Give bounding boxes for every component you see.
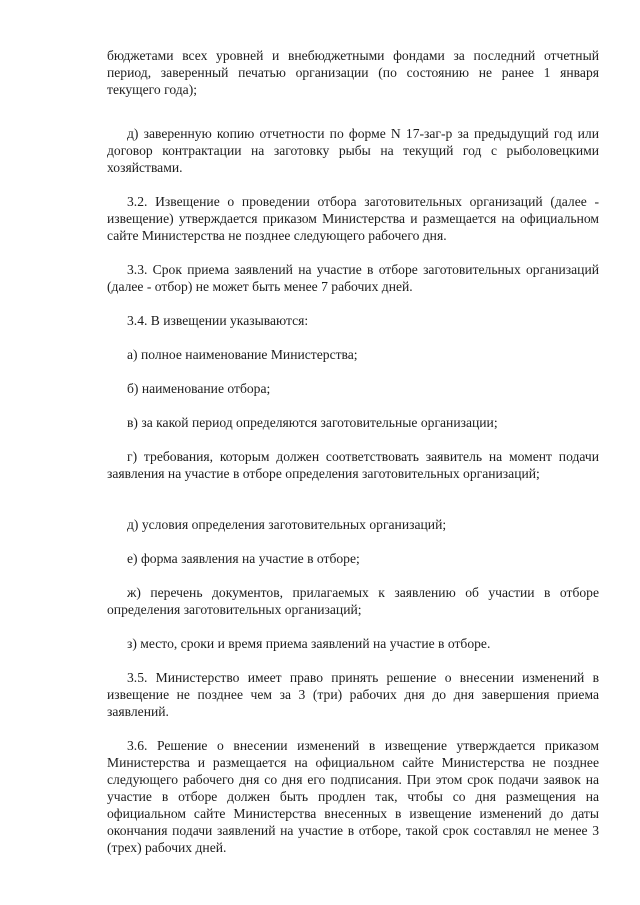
paragraph-item-d-report: д) заверенную копию отчетности по форме N 17-заг-р за предыдущий год или договор контрактации на заготовку рыбы на текущий год с рыболовецкими хозяйствами.: [107, 126, 599, 175]
paragraph-3-4: 3.4. В извещении указываются:: [127, 313, 309, 328]
paragraph-3-6: 3.6. Решение о внесении изменений в извещение утверждается приказом Министерства и размещается на официальном сайте Министерства не позднее следующего рабочего дня со дня его подписания. При этом срок подачи заявок на участие в отборе должен быть продлен так, чтобы со дня размещения на официальном сайте Министерства внесенных в извещение изменений до даты окончания подачи заявлений на участие в отборе, такой срок составлял не менее 3 (трех) рабочих дней.: [107, 738, 599, 855]
list-item-z: з) место, сроки и время приема заявлений на участие в отборе.: [127, 636, 491, 651]
list-item-zh: ж) перечень документов, прилагаемых к заявлению об участии в отборе определения заготовительных организаций;: [107, 585, 599, 617]
paragraph-continuation: бюджетами всех уровней и внебюджетными фондами за последний отчетный период, заверенный печатью организации (по состоянию не ранее 1 января текущего года);: [107, 48, 599, 97]
list-item-e: е) форма заявления на участие в отборе;: [127, 551, 360, 566]
list-item-d: д) условия определения заготовительных организаций;: [127, 517, 447, 532]
paragraph-3-5: 3.5. Министерство имеет право принять решение о внесении изменений в извещение не позднее чем за 3 (три) рабочих дня до дня завершения приема заявлений.: [107, 670, 599, 719]
list-item-a: а) полное наименование Министерства;: [127, 347, 358, 362]
list-item-g: г) требования, которым должен соответствовать заявитель на момент подачи заявления на участие в отборе определения заготовительных организаций;: [107, 449, 599, 481]
paragraph-3-2: 3.2. Извещение о проведении отбора заготовительных организаций (далее - извещение) утверждается приказом Министерства и размещается на официальном сайте Министерства не позднее следующего рабочего дня.: [107, 194, 599, 243]
list-item-v: в) за какой период определяются заготовительные организации;: [127, 415, 498, 430]
list-item-b: б) наименование отбора;: [127, 381, 271, 396]
paragraph-3-3: 3.3. Срок приема заявлений на участие в отборе заготовительных организаций (далее - отбор) не может быть менее 7 рабочих дней.: [107, 262, 599, 294]
